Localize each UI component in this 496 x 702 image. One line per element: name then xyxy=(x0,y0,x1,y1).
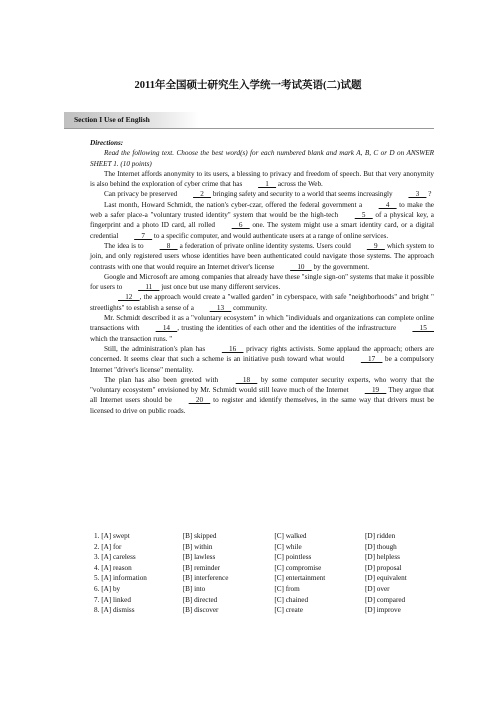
passage-text: to make the web a safer place-a "voluntary trusted identity" system that would be the high-tech xyxy=(90,200,434,220)
passage-text: Can privacy be preserved xyxy=(104,190,180,199)
option-c: [C] from xyxy=(274,584,300,593)
option-c: [C] while xyxy=(274,542,302,551)
option-b: [B] within xyxy=(182,542,213,551)
directions-heading: Directions: xyxy=(90,139,124,147)
question-number: 7. xyxy=(94,595,100,604)
question-number: 4. xyxy=(94,563,100,572)
numbered-blank: 3 xyxy=(408,190,427,199)
option-a-text: [A] reason xyxy=(101,563,132,572)
numbered-blank: 15 xyxy=(412,324,434,333)
option-a xyxy=(90,531,183,542)
option-d: [D] equivalent xyxy=(365,574,407,583)
option-b: [B] lawless xyxy=(182,553,216,562)
option-b: [B] interference xyxy=(182,574,229,583)
option-d: [D] though xyxy=(365,542,397,551)
passage-text: The plan has also been greeted with xyxy=(104,375,222,384)
option-row xyxy=(90,573,434,584)
passage-paragraphs xyxy=(90,169,434,416)
numbered-blank: 4 xyxy=(378,200,397,209)
option-c: [C] chained xyxy=(274,595,309,604)
option-c: [C] pointless xyxy=(274,553,312,562)
option-a xyxy=(90,563,183,574)
numbered-blank: 14 xyxy=(155,324,178,333)
numbered-blank: 2 xyxy=(193,190,212,199)
question-number: 5. xyxy=(94,574,100,583)
section-label: Section I Use of English xyxy=(74,115,150,124)
exam-title: 2011年全国硕士研究生入学统一考试英语(二)试题 xyxy=(134,80,362,91)
passage-text: to a specific computer, and would authenticate users at a range of online services. xyxy=(152,231,389,240)
question-number: 1. xyxy=(94,532,100,540)
passage-text: , the approach would create a "walled garden" in cyberspace, with safe "neighborhoods" and bright " streetlights" to establish a sense of a xyxy=(90,293,434,312)
option-row xyxy=(90,584,434,595)
option-a-text: [A] dismiss xyxy=(101,606,135,615)
option-row xyxy=(90,595,434,606)
option-c: [C] create xyxy=(274,606,303,615)
option-a xyxy=(90,552,183,563)
option-a xyxy=(90,595,183,606)
option-a xyxy=(90,605,183,616)
option-b: [B] into xyxy=(182,584,206,593)
passage-text: Mr. Schmidt described it as a "voluntary ecosystem" in which "individuals and organizations can complete online transactions with xyxy=(90,314,434,333)
option-d: [D] helpless xyxy=(365,553,400,562)
numbered-blank: 9 xyxy=(366,241,385,250)
passage-paragraph xyxy=(90,313,434,344)
option-a xyxy=(90,584,183,595)
option-c: [C] walked xyxy=(274,532,307,540)
passage-paragraph xyxy=(90,292,434,313)
passage-text: , trusting the identities of each other and the identities of the infrastructure xyxy=(177,324,399,333)
option-a-text: [A] careless xyxy=(101,553,136,562)
passage-text: to register and identify themselves, in the same way that drivers must be licensed to drive on public roads. xyxy=(90,396,434,415)
option-d: [D] proposal xyxy=(365,563,402,572)
section-divider xyxy=(64,128,434,129)
passage-text: which the transaction runs. " xyxy=(90,334,173,343)
option-a-text: [A] by xyxy=(101,584,121,593)
option-d: [D] ridden xyxy=(365,532,396,540)
answer-options xyxy=(90,531,434,616)
passage-text: Last month, Howard Schmidt, the nation's cyber-czar, offered the federal government a xyxy=(104,200,365,209)
passage-paragraph xyxy=(90,344,434,375)
passage-text: ? xyxy=(426,190,432,199)
option-row xyxy=(90,531,434,542)
passage-text: They argue that all Internet users should be xyxy=(90,386,435,405)
passage-text: a federation of private online identity systems. Users could xyxy=(177,241,353,250)
option-c: [C] entertainment xyxy=(274,574,326,583)
numbered-blank: 20 xyxy=(188,396,211,405)
option-c: [C] compromise xyxy=(274,563,322,572)
passage-text: privacy rights activists. Some applaud the approach; others are concerned. It seems clear that such a scheme is an initiative push toward what would xyxy=(90,344,434,364)
passage-text: bringing safety and security to a world that seems increasingly xyxy=(211,190,395,199)
numbered-blank: 5 xyxy=(354,211,373,220)
passage-text: of a physical key, a fingerprint and a photo ID card, all rolled xyxy=(90,211,434,230)
directions-text: Read the following text. Choose the best word(s) for each numbered blank and mark A, B, C or D on ANSWER SHEET 1. (10 points) xyxy=(90,149,434,168)
numbered-blank: 18 xyxy=(235,375,258,384)
option-a-text: [A] linked xyxy=(101,595,131,604)
numbered-blank: 17 xyxy=(360,355,383,364)
option-row xyxy=(90,552,434,563)
passage-text: Google and Microsoft are among companies that already have these "single sign-on" systems that make it possible for users to xyxy=(90,272,434,292)
numbered-blank: 8 xyxy=(159,241,178,250)
numbered-blank: 12 xyxy=(118,293,140,302)
passage-text: community. xyxy=(231,303,268,312)
passage-text: Still, the administration's plan has xyxy=(104,344,208,353)
question-number: 2. xyxy=(94,542,100,551)
numbered-blank: 10 xyxy=(290,262,312,271)
passage-body xyxy=(90,138,434,416)
option-row xyxy=(90,605,434,616)
numbered-blank: 11 xyxy=(138,283,160,292)
option-a xyxy=(90,573,183,584)
option-d: [D] improve xyxy=(365,606,401,615)
passage-text: one. The system might use a smart identity card, or a digital credential xyxy=(90,221,434,240)
option-d: [D] compared xyxy=(365,595,406,604)
option-a-text: [A] swept xyxy=(101,532,130,540)
passage-paragraph xyxy=(90,241,434,272)
numbered-blank: 7 xyxy=(134,231,153,240)
passage-text: across the Web. xyxy=(276,180,323,189)
passage-text: by some computer security experts, who worry that the "voluntary ecosystem" envisioned by Mr. Schmidt would still leave much of the Internet xyxy=(90,375,434,395)
option-b: [B] discover xyxy=(182,606,219,615)
numbered-blank: 19 xyxy=(364,386,387,395)
option-a-text: [A] for xyxy=(101,542,122,551)
option-b: [B] directed xyxy=(182,595,218,604)
numbered-blank: 16 xyxy=(221,344,244,353)
passage-paragraph xyxy=(90,272,434,293)
passage-text: The idea is to xyxy=(104,241,146,250)
option-d: [D] over xyxy=(365,584,390,593)
option-row xyxy=(90,563,434,574)
numbered-blank: 1 xyxy=(258,180,277,189)
passage-text: The Internet affords anonymity to its users, a blessing to privacy and freedom of speech. But that very anonymity is also behind the exploration of cyber crime that has xyxy=(90,169,434,189)
question-number: 6. xyxy=(94,584,100,593)
section-header-bar xyxy=(64,112,199,129)
option-b: [B] skipped xyxy=(182,532,217,540)
option-a xyxy=(90,542,183,553)
question-number: 3. xyxy=(94,553,100,562)
passage-text: just once but use many different services. xyxy=(159,283,281,292)
passage-text: by the government. xyxy=(311,262,370,271)
passage-paragraph xyxy=(90,169,434,190)
question-number: 8. xyxy=(94,606,100,615)
passage-paragraph xyxy=(90,375,434,416)
passage-paragraph xyxy=(90,189,434,199)
option-a-text: [A] information xyxy=(101,574,147,583)
passage-text: which system to join, and only registered users whose identities have been authenticated could navigate those systems. The approach contrasts with one that would require an Internet driver's license xyxy=(90,241,435,271)
passage-text: be a compulsory Internet "driver's license" mentality. xyxy=(90,355,434,374)
passage-paragraph xyxy=(90,200,434,241)
numbered-blank: 13 xyxy=(209,303,232,312)
option-b: [B] reminder xyxy=(182,563,221,572)
numbered-blank: 6 xyxy=(231,221,250,230)
option-row xyxy=(90,542,434,553)
